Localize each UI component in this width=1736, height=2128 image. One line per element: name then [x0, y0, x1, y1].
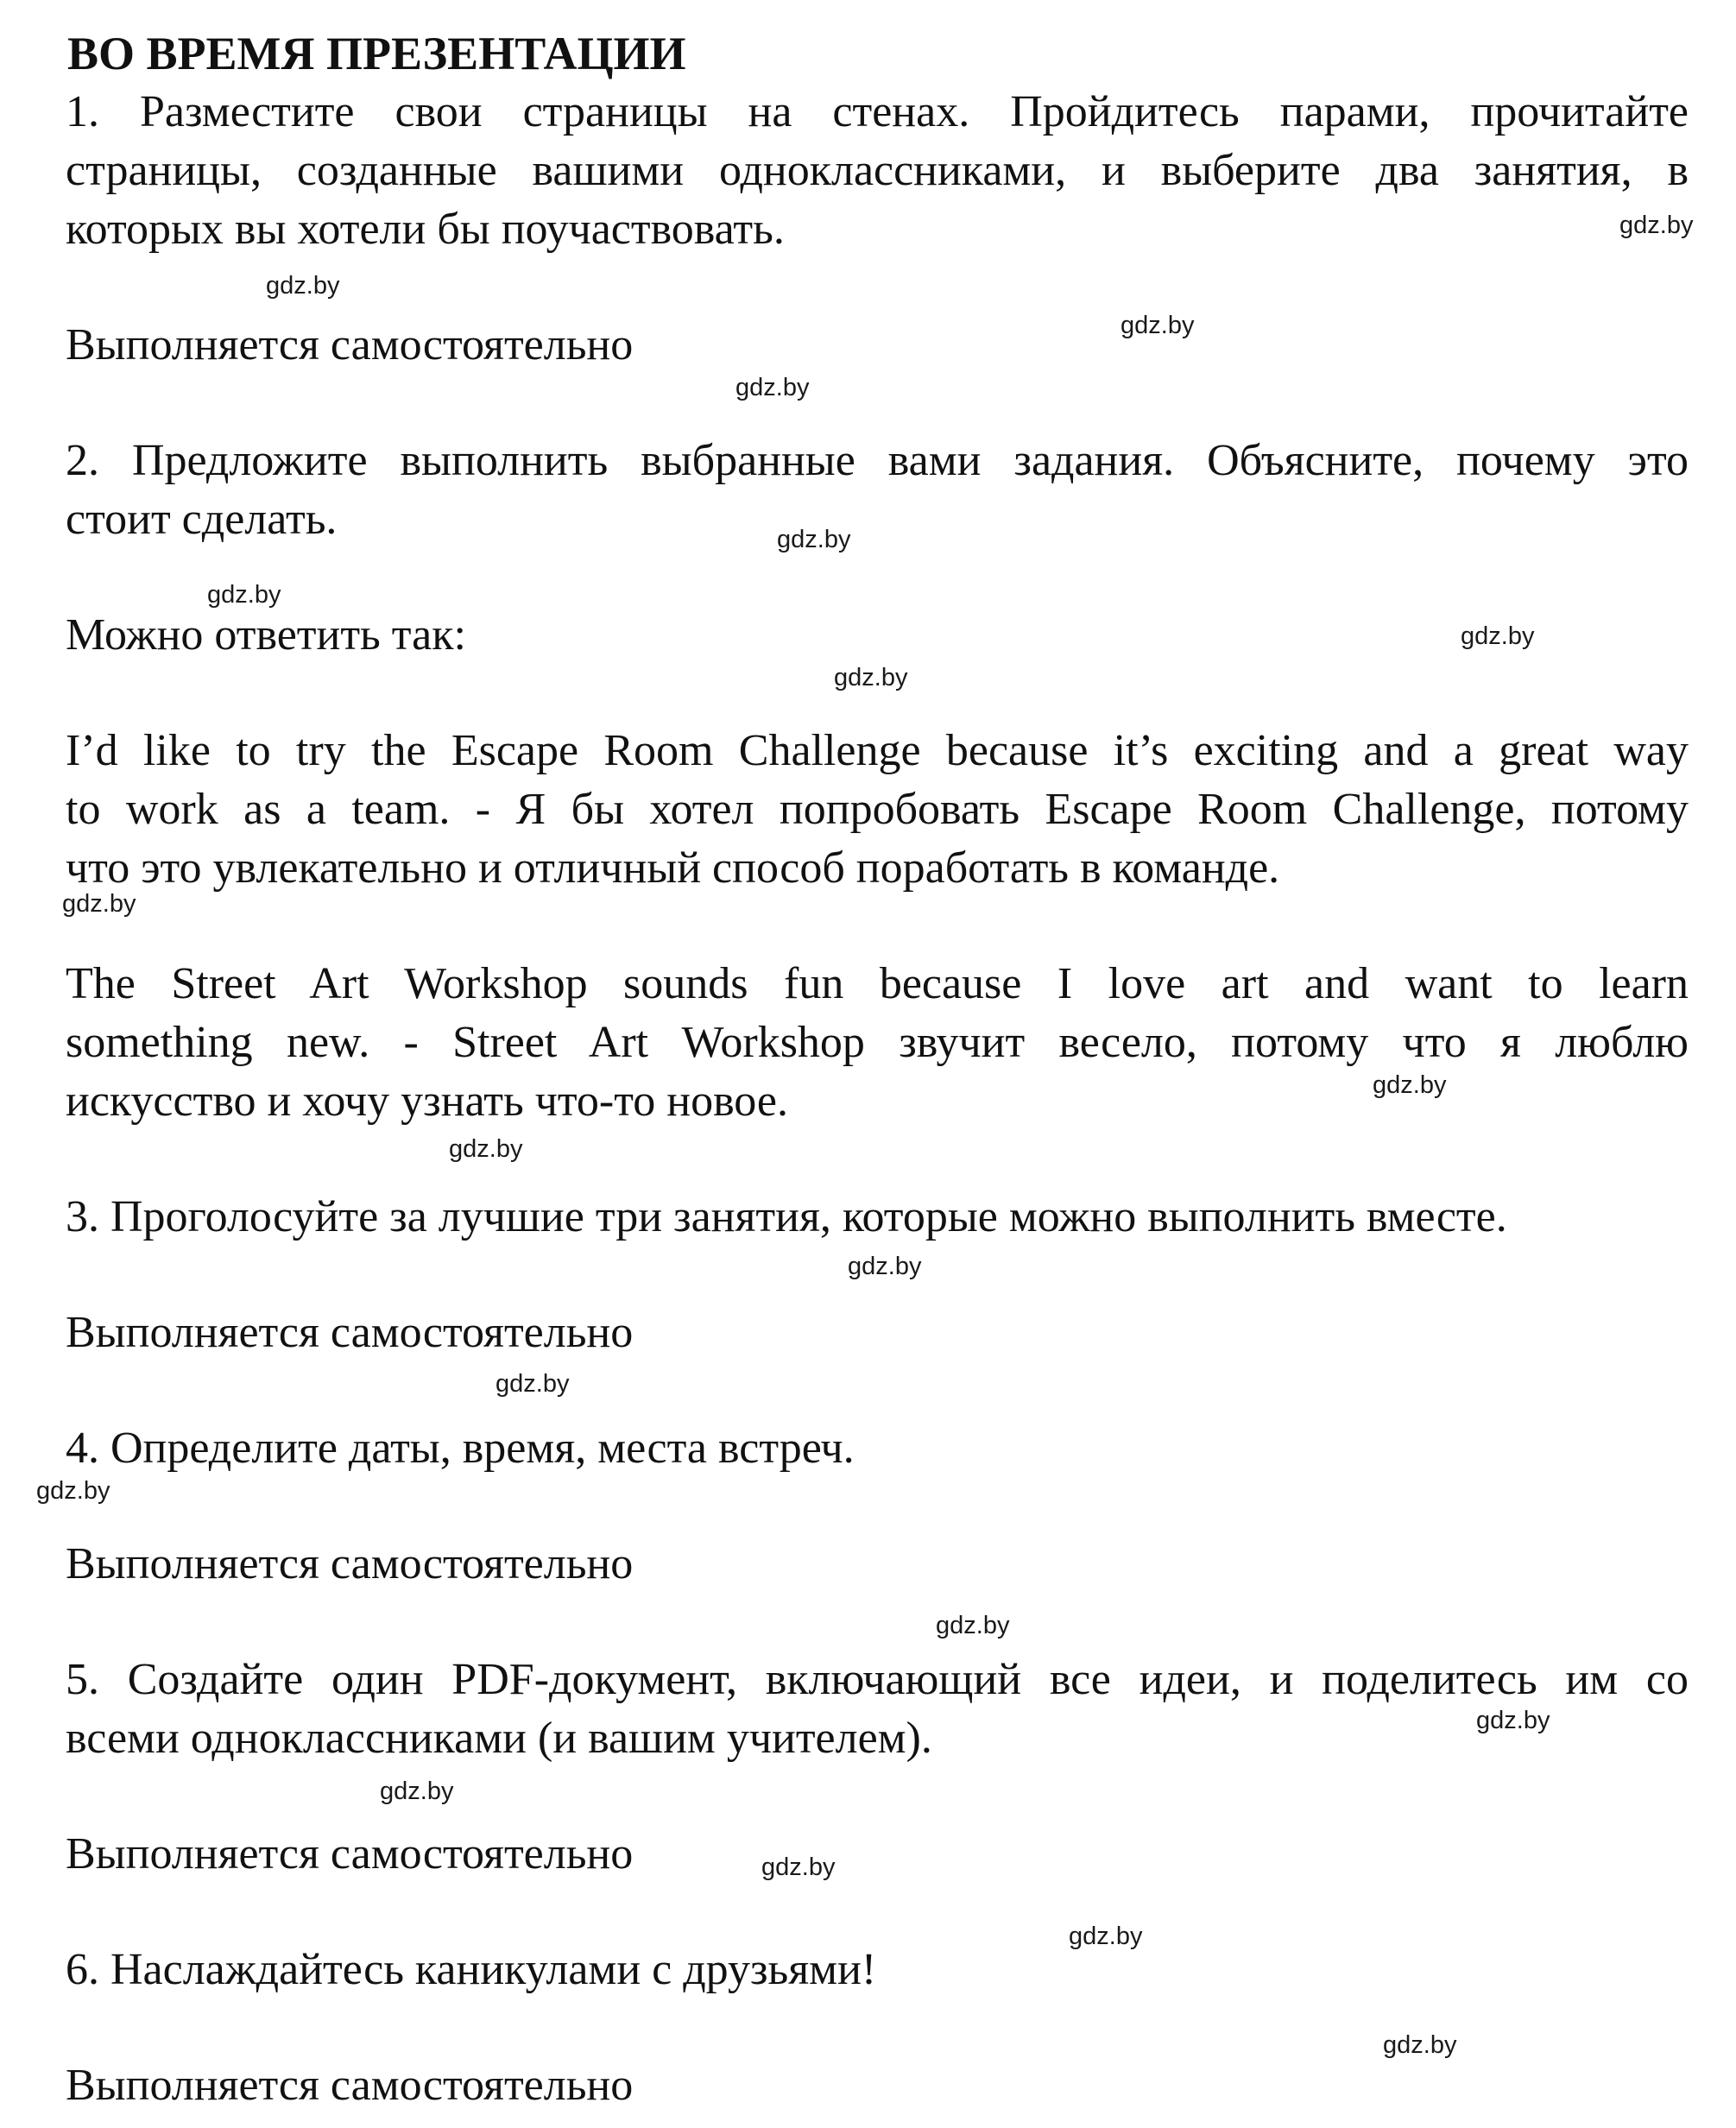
watermark: gdz.by: [62, 890, 136, 918]
task-1-line-2: страницы, созданные вашими одноклассниками, и выберите два занятия, в: [66, 146, 1689, 195]
watermark: gdz.by: [1069, 1923, 1143, 1950]
example-2-line-2: something new. - Street Art Workshop звучит весело, потому что я люблю: [66, 1018, 1689, 1067]
watermark: gdz.by: [1619, 212, 1694, 239]
answer-2-intro: Можно ответить так:: [66, 610, 466, 660]
answer-4: Выполняется самостоятельно: [66, 1539, 634, 1588]
watermark: gdz.by: [36, 1477, 110, 1505]
watermark: gdz.by: [735, 374, 810, 401]
example-2-line-1: The Street Art Workshop sounds fun because I love art and want to learn: [66, 959, 1689, 1008]
example-1-line-2: to work as a team. - Я бы хотел попробовать Escape Room Challenge, потому: [66, 785, 1689, 834]
watermark: gdz.by: [380, 1778, 454, 1805]
example-2-line-3: искусство и хочу узнать что-то новое.: [66, 1077, 789, 1126]
watermark: gdz.by: [761, 1853, 836, 1881]
answer-6: Выполняется самостоятельно: [66, 2061, 634, 2110]
watermark: gdz.by: [777, 526, 851, 553]
task-2-line-2: стоит сделать.: [66, 495, 338, 544]
task-1-line-3: которых вы хотели бы поучаствовать.: [66, 205, 785, 254]
watermark: gdz.by: [1383, 2031, 1457, 2059]
watermark: gdz.by: [266, 272, 340, 300]
watermark: gdz.by: [848, 1253, 922, 1280]
task-5-line-2: всеми одноклассниками (и вашим учителем).: [66, 1714, 932, 1763]
example-1-line-3: что это увлекательно и отличный способ поработать в команде.: [66, 843, 1280, 893]
task-4: 4. Определите даты, время, места встреч.: [66, 1424, 855, 1473]
watermark: gdz.by: [1121, 312, 1195, 339]
watermark: gdz.by: [834, 664, 908, 691]
watermark: gdz.by: [1461, 622, 1535, 650]
task-5-line-1: 5. Создайте один PDF-документ, включающий все идеи, и поделитесь им со: [66, 1655, 1689, 1704]
page-title: ВО ВРЕМЯ ПРЕЗЕНТАЦИИ: [67, 28, 686, 79]
watermark: gdz.by: [1373, 1071, 1447, 1099]
watermark: gdz.by: [1476, 1707, 1550, 1734]
answer-5: Выполняется самостоятельно: [66, 1829, 634, 1879]
task-6: 6. Наслаждайтесь каникулами с друзьями!: [66, 1945, 877, 1994]
task-3: 3. Проголосуйте за лучшие три занятия, которые можно выполнить вместе.: [66, 1192, 1507, 1241]
watermark: gdz.by: [449, 1135, 523, 1163]
task-1-line-1: 1. Разместите свои страницы на стенах. Пройдитесь парами, прочитайте: [66, 87, 1689, 136]
task-2-line-1: 2. Предложите выполнить выбранные вами задания. Объясните, почему это: [66, 436, 1689, 485]
watermark: gdz.by: [496, 1370, 570, 1398]
watermark: gdz.by: [207, 581, 281, 609]
watermark: gdz.by: [936, 1612, 1010, 1639]
answer-3: Выполняется самостоятельно: [66, 1308, 634, 1357]
example-1-line-1: I’d like to try the Escape Room Challenge because it’s exciting and a great way: [66, 726, 1689, 775]
answer-1: Выполняется самостоятельно: [66, 320, 634, 369]
